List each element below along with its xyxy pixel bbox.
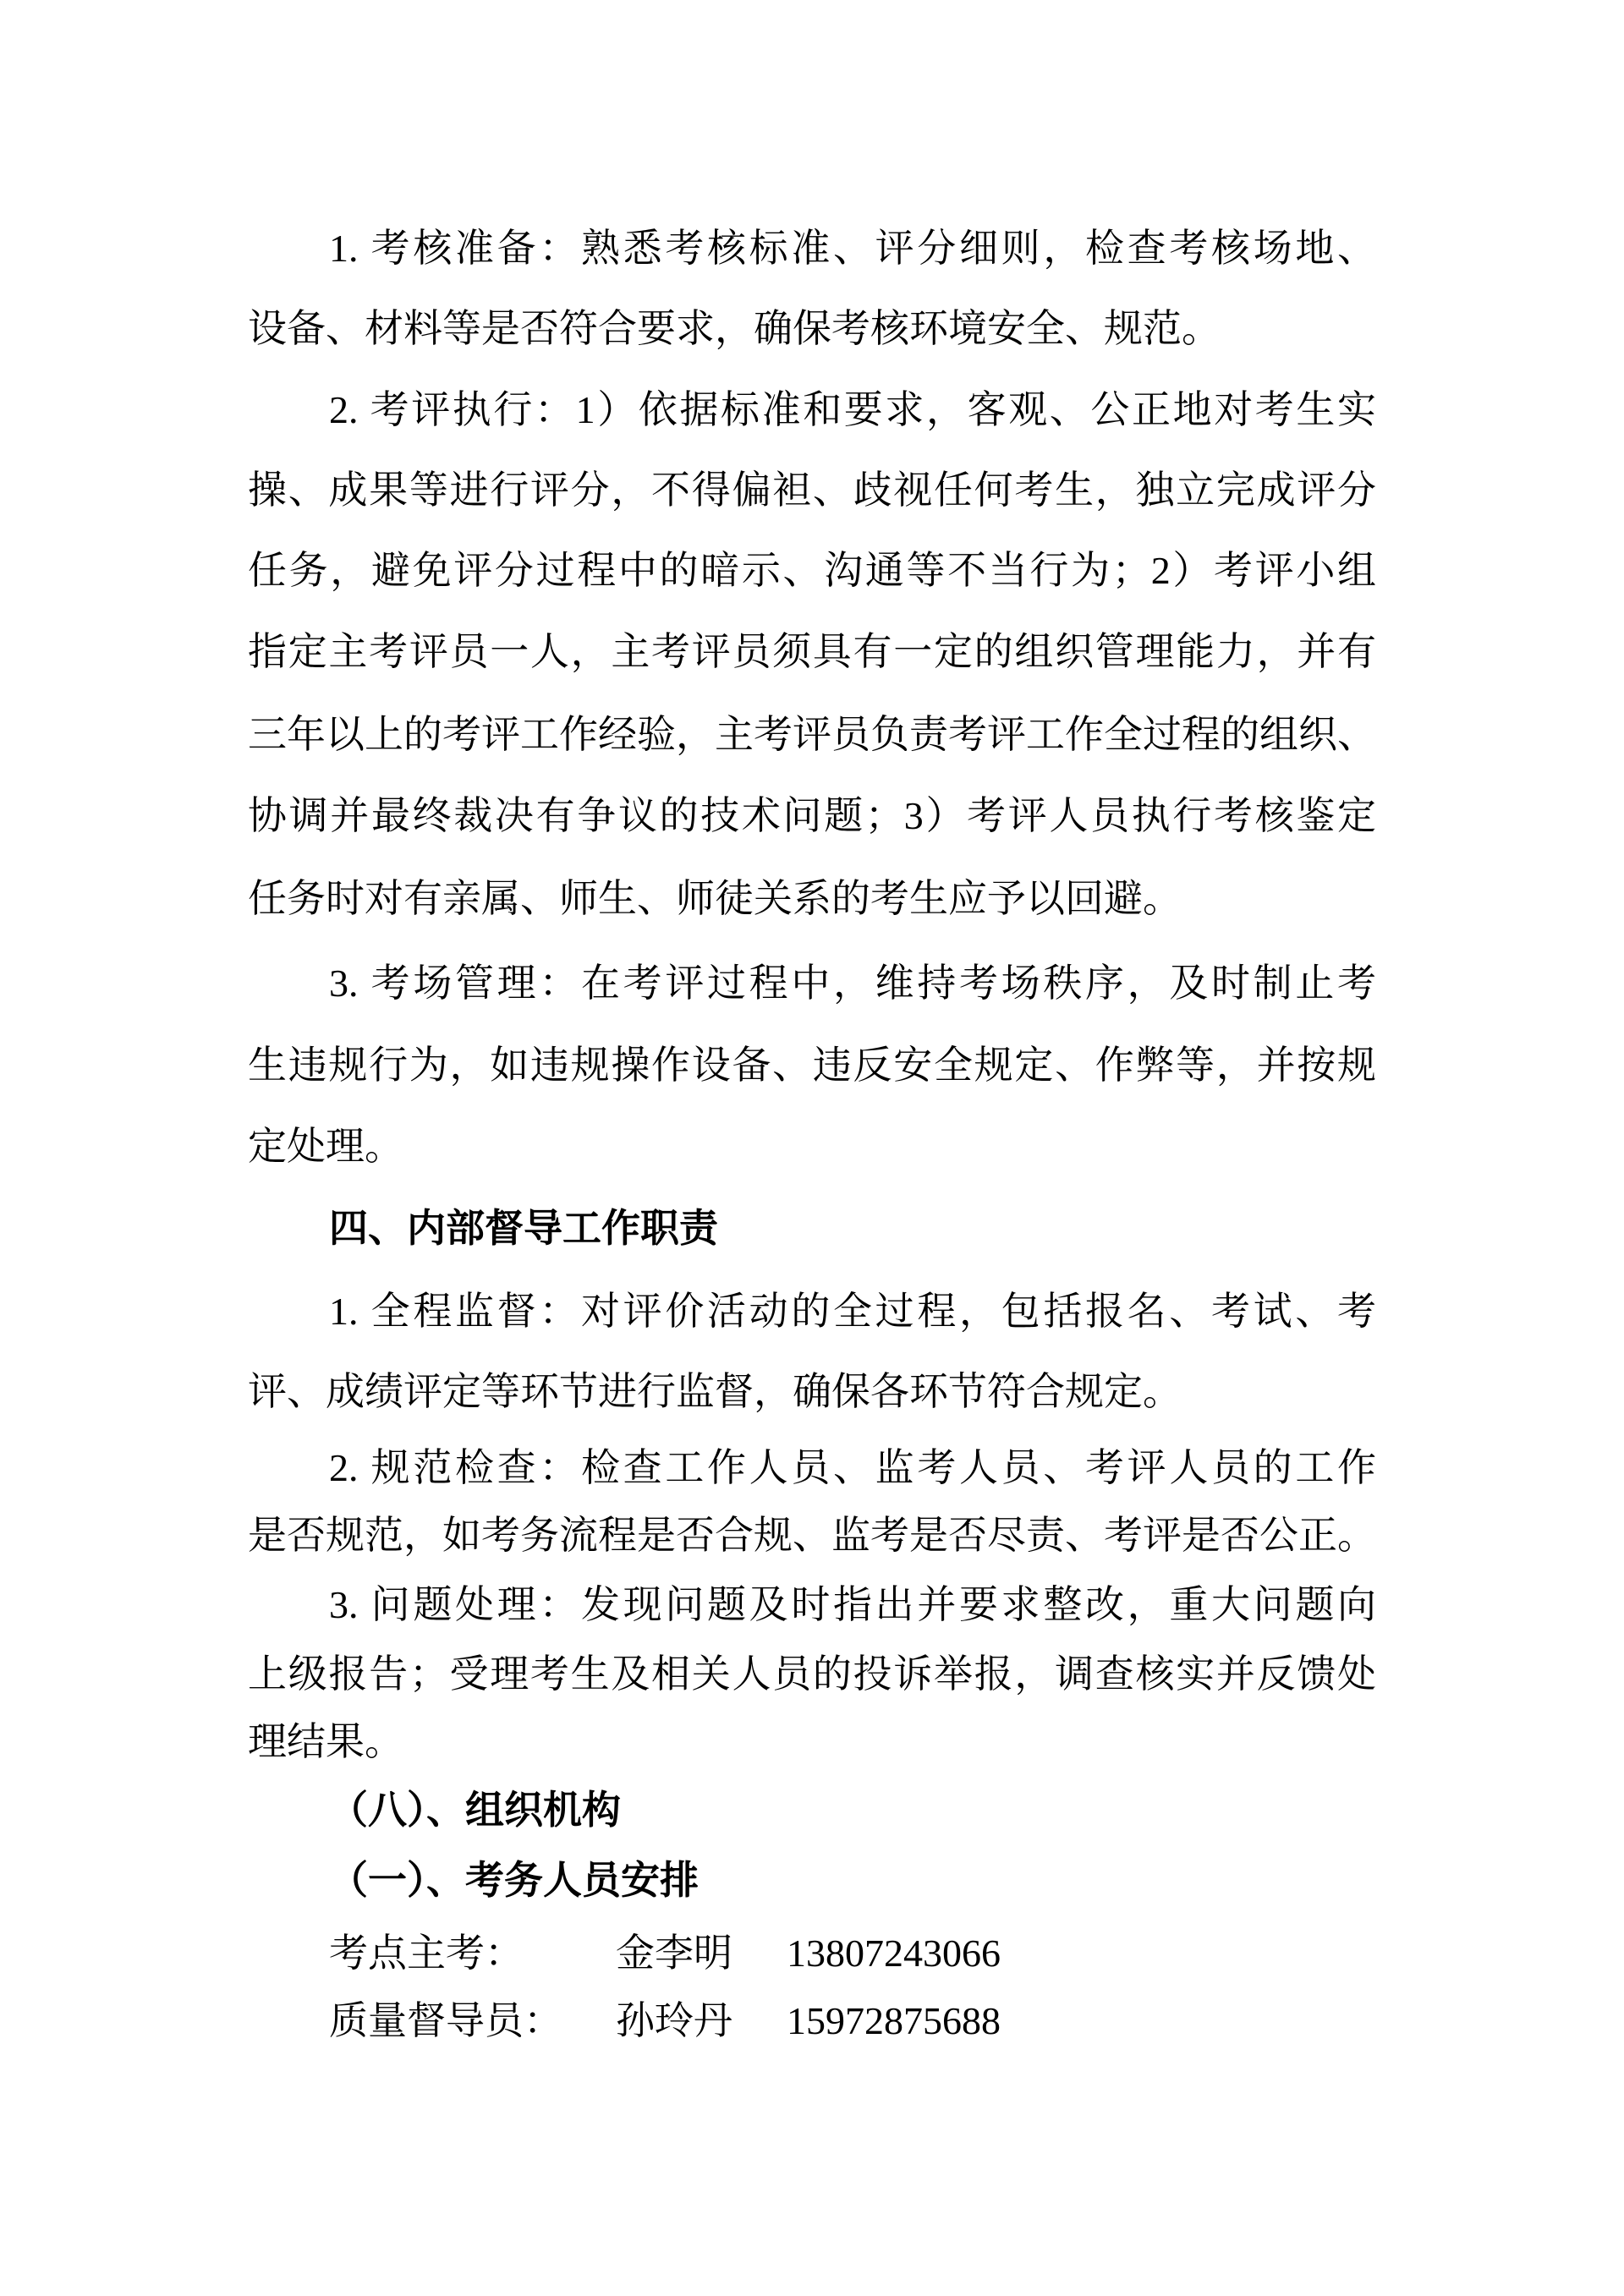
roster-phone-number: 15972875688 [787,1999,1001,2042]
heading-line: 四、内部督导工作职责 [329,1207,718,1250]
roster-role-label: 质量督导员： [329,1999,562,2042]
text-line: 指定主考评员一人，主考评员须具有一定的组织管理能力，并有 [248,630,1376,673]
heading-line: （八）、组织机构 [329,1789,621,1832]
text-line: 1. 全程监督：对评价活动的全过程，包括报名、考试、考 [329,1290,1376,1333]
text-line: 设备、材料等是否符合要求，确保考核环境安全、规范。 [248,307,1221,350]
text-line: 生违规行为，如违规操作设备、违反安全规定、作弊等，并按规 [248,1044,1376,1087]
roster-row [248,1929,1376,1980]
heading-line: （一）、考务人员安排 [329,1859,699,1902]
text-line: 三年以上的考评工作经验，主考评员负责考评工作全过程的组织、 [248,713,1376,756]
roster-row [248,1997,1376,2047]
text-line: 任务时对有亲属、师生、师徒关系的考生应予以回避。 [248,877,1182,920]
text-line: 3. 考场管理：在考评过程中，维持考场秩序，及时制止考 [329,962,1376,1005]
text-line: 操、成果等进行评分，不得偏袒、歧视任何考生，独立完成评分 [248,469,1376,512]
text-line: 评、成绩评定等环节进行监督，确保各环节符合规定。 [248,1370,1182,1413]
roster-person-name: 金李明 [616,1932,732,1975]
text-line: 2. 规范检查：检查工作人员、监考人员、考评人员的工作 [329,1446,1376,1489]
text-line: 1. 考核准备：熟悉考核标准、评分细则，检查考核场地、 [329,227,1376,270]
text-line: 上级报告；受理考生及相关人员的投诉举报，调查核实并反馈处 [248,1652,1376,1696]
roster-person-name: 孙玲丹 [616,1999,732,2042]
text-line: 2. 考评执行：1）依据标准和要求，客观、公正地对考生实 [329,388,1376,431]
text-line: 是否规范，如考务流程是否合规、监考是否尽责、考评是否公正。 [248,1514,1376,1557]
text-line: 协调并最终裁决有争议的技术问题；3）考评人员执行考核鉴定 [248,794,1376,837]
roster-role-label: 考点主考： [329,1932,524,1975]
text-line: 3. 问题处理：发现问题及时指出并要求整改，重大问题向 [329,1583,1376,1626]
text-line: 任务，避免评分过程中的暗示、沟通等不当行为；2）考评小组 [248,549,1376,592]
text-line: 理结果。 [248,1720,403,1763]
text-line: 定处理。 [248,1125,403,1168]
roster-phone-number: 13807243066 [787,1932,1001,1975]
